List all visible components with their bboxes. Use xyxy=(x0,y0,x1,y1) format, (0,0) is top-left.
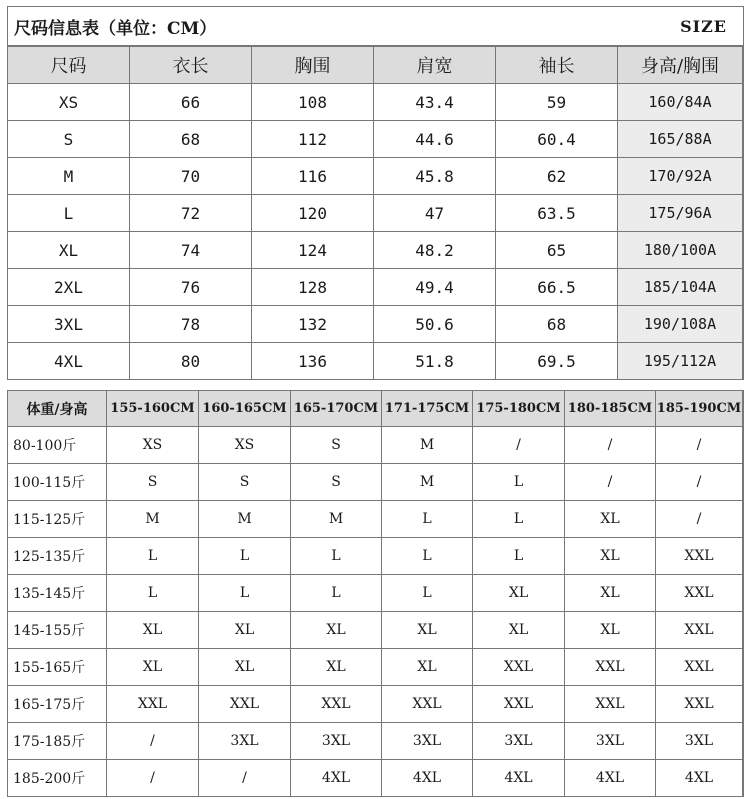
table-cell: 195/112A xyxy=(618,343,743,380)
recommended-size-cell: S xyxy=(199,464,291,501)
table-cell: 43.4 xyxy=(374,84,496,121)
weight-range-cell: 80-100斤 xyxy=(8,427,107,464)
recommended-size-cell: L xyxy=(382,575,473,612)
recommended-size-cell: 4XL xyxy=(382,760,473,797)
recommended-size-cell: XL xyxy=(107,649,199,686)
table-row xyxy=(8,464,743,501)
recommended-size-cell: XL xyxy=(107,612,199,649)
table-cell: 2XL xyxy=(8,269,130,306)
recommended-size-cell: L xyxy=(199,575,291,612)
recommended-size-cell: 4XL xyxy=(473,760,565,797)
recommended-size-cell: 3XL xyxy=(565,723,656,760)
recommended-size-cell: 3XL xyxy=(291,723,382,760)
header-height-180-185: 180-185CM xyxy=(565,391,656,427)
table-cell: 63.5 xyxy=(496,195,618,232)
table-cell: 60.4 xyxy=(496,121,618,158)
table-cell: 120 xyxy=(252,195,374,232)
recommended-size-cell: XXL xyxy=(473,686,565,723)
recommended-size-cell: / xyxy=(656,464,743,501)
table-row xyxy=(8,575,743,612)
table-cell: 136 xyxy=(252,343,374,380)
table-cell: 180/100A xyxy=(618,232,743,269)
recommend-sheet xyxy=(7,390,744,797)
recommended-size-cell: XL xyxy=(291,612,382,649)
recommended-size-cell: XXL xyxy=(656,575,743,612)
table-cell: 3XL xyxy=(8,306,130,343)
recommended-size-cell: L xyxy=(473,501,565,538)
table-cell: 45.8 xyxy=(374,158,496,195)
table-cell: 4XL xyxy=(8,343,130,380)
recommended-size-cell: L xyxy=(107,575,199,612)
recommended-size-cell: XL xyxy=(565,501,656,538)
header-height-175-180: 175-180CM xyxy=(473,391,565,427)
table-cell: 160/84A xyxy=(618,84,743,121)
table-cell: L xyxy=(8,195,130,232)
recommended-size-cell: M xyxy=(382,464,473,501)
recommend-header-row xyxy=(8,391,743,427)
recommended-size-cell: XL xyxy=(199,649,291,686)
table-cell: 175/96A xyxy=(618,195,743,232)
header-size: 尺码 xyxy=(8,47,130,84)
recommended-size-cell: XL xyxy=(565,538,656,575)
table-cell: 165/88A xyxy=(618,121,743,158)
table-cell: 51.8 xyxy=(374,343,496,380)
size-label: SIZE xyxy=(680,16,727,36)
header-chest: 胸围 xyxy=(252,47,374,84)
weight-range-cell: 155-165斤 xyxy=(8,649,107,686)
table-cell: 116 xyxy=(252,158,374,195)
recommended-size-cell: XXL xyxy=(565,686,656,723)
table-row xyxy=(8,649,743,686)
recommended-size-cell: L xyxy=(382,501,473,538)
weight-range-cell: 165-175斤 xyxy=(8,686,107,723)
table-row xyxy=(8,158,743,195)
table-cell: 62 xyxy=(496,158,618,195)
weight-range-cell: 175-185斤 xyxy=(8,723,107,760)
table-cell: 68 xyxy=(496,306,618,343)
table-row xyxy=(8,612,743,649)
table-cell: 124 xyxy=(252,232,374,269)
recommended-size-cell: XL xyxy=(382,612,473,649)
table-cell: 65 xyxy=(496,232,618,269)
table-cell: 170/92A xyxy=(618,158,743,195)
table-cell: 50.6 xyxy=(374,306,496,343)
recommended-size-cell: L xyxy=(382,538,473,575)
weight-range-cell: 135-145斤 xyxy=(8,575,107,612)
recommended-size-cell: XL xyxy=(565,575,656,612)
table-cell: XS xyxy=(8,84,130,121)
table-cell: 70 xyxy=(130,158,252,195)
table-cell: 59 xyxy=(496,84,618,121)
size-info-table xyxy=(7,46,743,380)
recommended-size-cell: / xyxy=(565,464,656,501)
table-cell: 66.5 xyxy=(496,269,618,306)
table-cell: 47 xyxy=(374,195,496,232)
recommended-size-cell: M xyxy=(107,501,199,538)
table-cell: 48.2 xyxy=(374,232,496,269)
recommended-size-cell: L xyxy=(291,538,382,575)
header-height-155-160: 155-160CM xyxy=(107,391,199,427)
header-weight-height: 体重/身高 xyxy=(8,391,107,427)
table-cell: 190/108A xyxy=(618,306,743,343)
header-height-160-165: 160-165CM xyxy=(199,391,291,427)
header-height-171-175: 171-175CM xyxy=(382,391,473,427)
table-cell: 66 xyxy=(130,84,252,121)
size-info-title: 尺码信息表（单位：CM） xyxy=(14,18,217,39)
table-row xyxy=(8,232,743,269)
recommended-size-cell: XXL xyxy=(656,612,743,649)
recommended-size-cell: XL xyxy=(473,575,565,612)
size-info-title-row xyxy=(8,7,743,46)
header-height-185-190: 185-190CM xyxy=(656,391,743,427)
recommended-size-cell: XS xyxy=(107,427,199,464)
recommended-size-cell: / xyxy=(107,760,199,797)
table-cell: 74 xyxy=(130,232,252,269)
table-cell: 44.6 xyxy=(374,121,496,158)
recommended-size-cell: / xyxy=(565,427,656,464)
header-height-chest: 身高/胸围 xyxy=(618,47,743,84)
recommended-size-cell: / xyxy=(656,427,743,464)
table-cell: 185/104A xyxy=(618,269,743,306)
recommended-size-cell: 4XL xyxy=(656,760,743,797)
recommended-size-cell: M xyxy=(382,427,473,464)
table-row xyxy=(8,306,743,343)
recommended-size-cell: XXL xyxy=(565,649,656,686)
weight-range-cell: 115-125斤 xyxy=(8,501,107,538)
recommended-size-cell: M xyxy=(199,501,291,538)
recommended-size-cell: XS xyxy=(199,427,291,464)
recommended-size-cell: / xyxy=(473,427,565,464)
weight-range-cell: 100-115斤 xyxy=(8,464,107,501)
table-row xyxy=(8,760,743,797)
recommended-size-cell: L xyxy=(199,538,291,575)
recommended-size-cell: XL xyxy=(199,612,291,649)
table-row xyxy=(8,269,743,306)
recommended-size-cell: 4XL xyxy=(291,760,382,797)
table-row xyxy=(8,343,743,380)
recommended-size-cell: XXL xyxy=(291,686,382,723)
weight-range-cell: 125-135斤 xyxy=(8,538,107,575)
recommended-size-cell: 3XL xyxy=(656,723,743,760)
table-row xyxy=(8,723,743,760)
recommended-size-cell: XXL xyxy=(382,686,473,723)
table-cell: 72 xyxy=(130,195,252,232)
table-row xyxy=(8,501,743,538)
table-cell: S xyxy=(8,121,130,158)
table-row xyxy=(8,427,743,464)
table-cell: 112 xyxy=(252,121,374,158)
recommended-size-cell: S xyxy=(107,464,199,501)
recommended-size-cell: / xyxy=(656,501,743,538)
recommended-size-cell: XL xyxy=(565,612,656,649)
table-cell: 68 xyxy=(130,121,252,158)
weight-range-cell: 185-200斤 xyxy=(8,760,107,797)
header-sleeve: 袖长 xyxy=(496,47,618,84)
weight-range-cell: 145-155斤 xyxy=(8,612,107,649)
header-length: 衣长 xyxy=(130,47,252,84)
table-cell: M xyxy=(8,158,130,195)
recommended-size-cell: M xyxy=(291,501,382,538)
recommended-size-cell: S xyxy=(291,427,382,464)
recommended-size-cell: L xyxy=(473,464,565,501)
table-cell: 76 xyxy=(130,269,252,306)
recommended-size-cell: XXL xyxy=(199,686,291,723)
table-row xyxy=(8,195,743,232)
recommended-size-cell: XXL xyxy=(656,686,743,723)
recommended-size-cell: 3XL xyxy=(199,723,291,760)
size-recommend-table xyxy=(7,390,743,797)
recommended-size-cell: XL xyxy=(382,649,473,686)
table-cell: XL xyxy=(8,232,130,269)
table-cell: 69.5 xyxy=(496,343,618,380)
table-cell: 49.4 xyxy=(374,269,496,306)
recommended-size-cell: S xyxy=(291,464,382,501)
recommended-size-cell: XXL xyxy=(107,686,199,723)
recommended-size-cell: / xyxy=(199,760,291,797)
recommended-size-cell: XL xyxy=(473,612,565,649)
table-cell: 78 xyxy=(130,306,252,343)
recommended-size-cell: 3XL xyxy=(382,723,473,760)
header-height-165-170: 165-170CM xyxy=(291,391,382,427)
table-row xyxy=(8,538,743,575)
recommended-size-cell: XXL xyxy=(656,649,743,686)
recommended-size-cell: XL xyxy=(291,649,382,686)
header-shoulder: 肩宽 xyxy=(374,47,496,84)
size-info-sheet xyxy=(7,6,744,380)
recommended-size-cell: XXL xyxy=(656,538,743,575)
recommended-size-cell: L xyxy=(291,575,382,612)
recommended-size-cell: / xyxy=(107,723,199,760)
size-info-header-row xyxy=(8,47,743,84)
table-cell: 80 xyxy=(130,343,252,380)
table-cell: 132 xyxy=(252,306,374,343)
table-cell: 128 xyxy=(252,269,374,306)
recommended-size-cell: L xyxy=(473,538,565,575)
recommended-size-cell: 3XL xyxy=(473,723,565,760)
table-cell: 108 xyxy=(252,84,374,121)
table-row xyxy=(8,84,743,121)
recommended-size-cell: XXL xyxy=(473,649,565,686)
table-row xyxy=(8,121,743,158)
recommended-size-cell: 4XL xyxy=(565,760,656,797)
recommended-size-cell: L xyxy=(107,538,199,575)
table-row xyxy=(8,686,743,723)
